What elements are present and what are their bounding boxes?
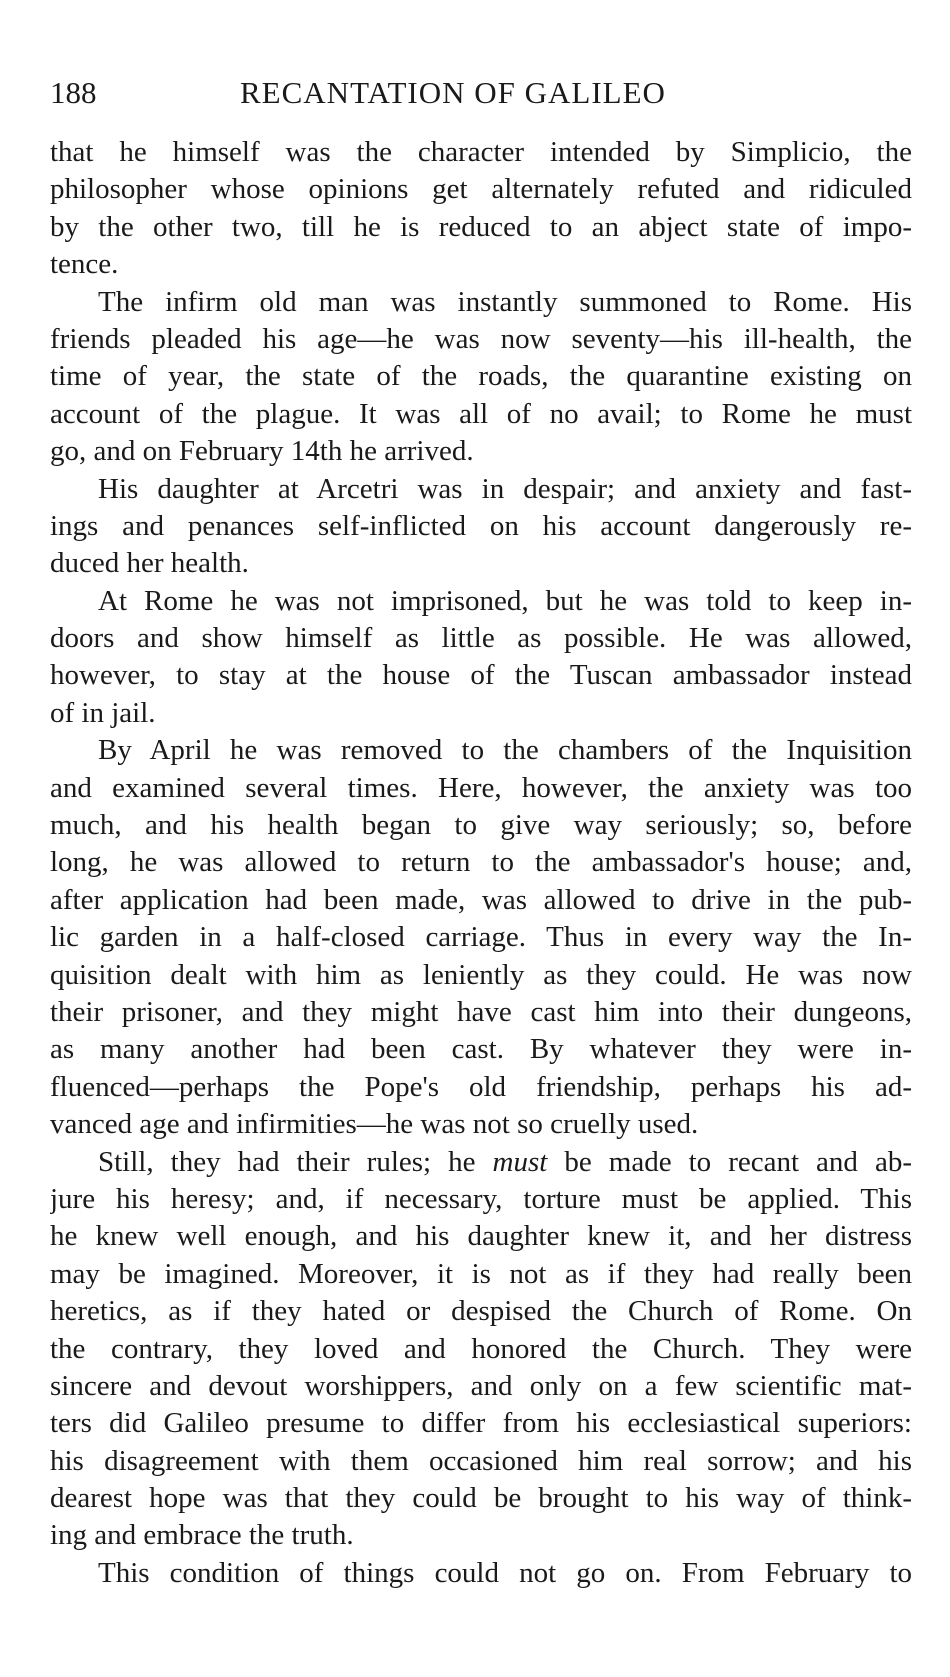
- text-line: ters did Galileo presume to differ from his ecclesiastical superiors:: [50, 1407, 912, 1440]
- text-line: ing and embrace the truth.: [50, 1519, 354, 1552]
- text-line: the contrary, they loved and honored the Church. They were: [50, 1332, 912, 1365]
- text-line: that he himself was the character intended by Simplicio, the: [50, 136, 912, 168]
- text-line: of in jail.: [50, 696, 156, 729]
- text-line: and examined several times. Here, however, the anxiety was too: [50, 771, 912, 804]
- text-line: their prisoner, and they might have cast him into their dungeons,: [50, 995, 912, 1028]
- text-line: quisition dealt with him as leniently as they could. He was now: [50, 958, 912, 991]
- text-line: however, to stay at the house of the Tuscan ambassador instead: [50, 659, 912, 692]
- text-line: vanced age and infirmities—he was not so cruelly used.: [50, 1108, 699, 1141]
- text-line: he knew well enough, and his daughter knew it, and her distress: [50, 1220, 912, 1253]
- text-line: heretics, as if they hated or despised the Church of Rome. On: [50, 1295, 912, 1328]
- text-line: At Rome he was not imprisoned, but he was told to keep in-: [98, 584, 912, 617]
- text-line-emphasis: [50, 1144, 912, 1181]
- text-line: friends pleaded his age—he was now seventy—his ill-health, the: [50, 322, 912, 355]
- emphasis-line-emphasis: must: [492, 1145, 548, 1178]
- text-line: as many another had been cast. By whatever they were in-: [50, 1033, 912, 1066]
- text-line: account of the plague. It was all of no avail; to Rome he must: [50, 397, 912, 430]
- text-line: sincere and devout worshippers, and only on a few scientific mat-: [50, 1369, 912, 1402]
- running-title: RECANTATION OF GALILEO: [240, 75, 666, 110]
- text-line: jure his heresy; and, if necessary, torture must be applied. This: [50, 1182, 912, 1215]
- text-line: His daughter at Arcetri was in despair; and anxiety and fast-: [98, 472, 912, 505]
- book-page: [50, 0, 912, 1592]
- text-line: go, and on February 14th he arrived.: [50, 435, 474, 468]
- text-line: his disagreement with them occasioned him real sorrow; and his: [50, 1444, 912, 1477]
- text-line: tence.: [50, 248, 119, 281]
- text-line: philosopher whose opinions get alternately refuted and ridiculed: [50, 173, 912, 206]
- text-line: much, and his health began to give way seriously; so, before: [50, 809, 912, 842]
- text-line: ings and penances self-inflicted on his account dangerously re-: [50, 509, 912, 542]
- page-number: 188: [50, 75, 97, 110]
- text-line: The infirm old man was instantly summoned to Rome. His: [98, 285, 912, 318]
- emphasis-line-after: be made to recant and ab-: [547, 1145, 912, 1178]
- text-line: long, he was allowed to return to the ambassador's house; and,: [50, 846, 912, 879]
- running-head: [50, 64, 912, 122]
- text-line: duced her health.: [50, 547, 249, 580]
- text-line: time of year, the state of the roads, the quarantine existing on: [50, 360, 912, 393]
- text-line: This condition of things could not go on. From February to: [98, 1556, 912, 1589]
- text-line: doors and show himself as little as possible. He was allowed,: [50, 622, 912, 655]
- body-text: [50, 134, 912, 1592]
- text-line: by the other two, till he is reduced to an abject state of impo-: [50, 210, 912, 243]
- text-line: By April he was removed to the chambers of the Inquisition: [98, 734, 912, 767]
- text-line: dearest hope was that they could be brought to his way of think-: [50, 1482, 912, 1515]
- text-line: fluenced—perhaps the Pope's old friendship, perhaps his ad-: [50, 1070, 912, 1103]
- emphasis-line-before: Still, they had their rules; he: [98, 1145, 493, 1178]
- text-line: may be imagined. Moreover, it is not as if they had really been: [50, 1257, 912, 1290]
- text-line: lic garden in a half-closed carriage. Thus in every way the In-: [50, 921, 912, 954]
- text-line: after application had been made, was allowed to drive in the pub-: [50, 883, 912, 916]
